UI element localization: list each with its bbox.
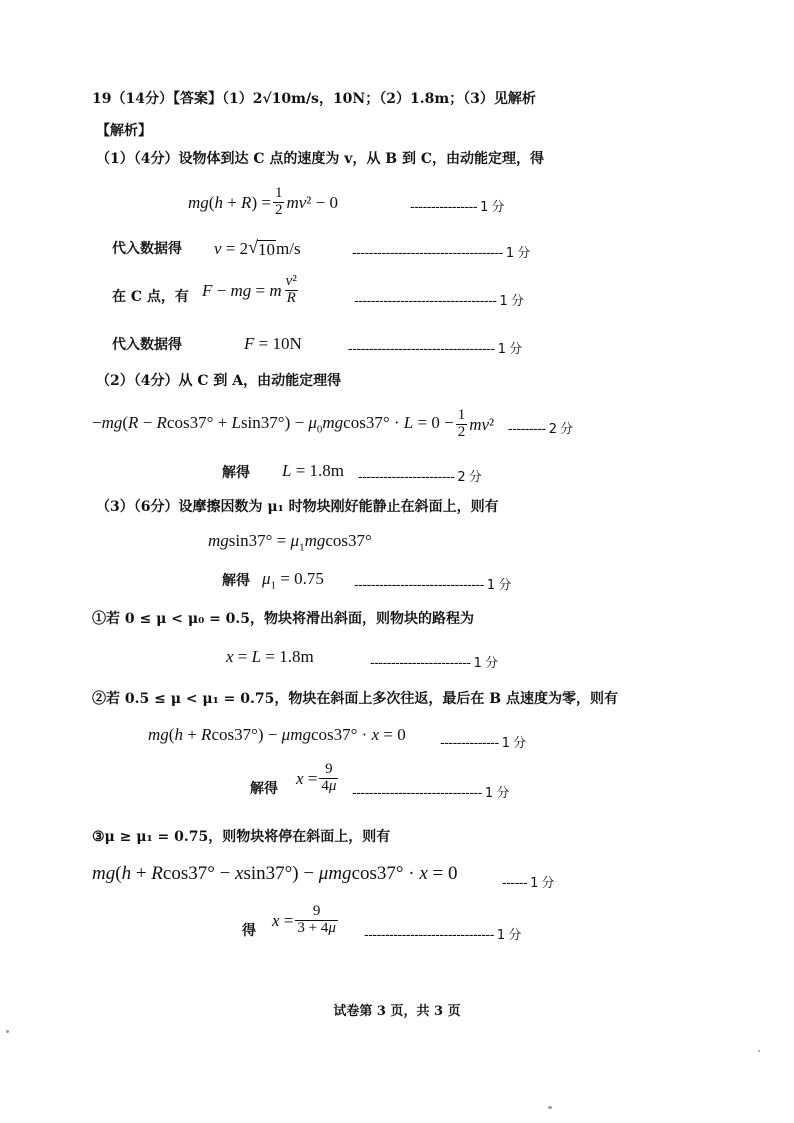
part3-solve-label: 解得 — [222, 573, 250, 589]
part3-case3-equation: mg(h + Rcos37° − xsin37°) − μmgcos37° · x = 0 — [92, 863, 458, 884]
part3-case3-result: x = $\frac{9}{3 + 4\mu}$ — [272, 903, 336, 936]
part3-case1-marks: ------------------------ 1 分 — [370, 656, 498, 671]
part3-case2-solve-label: 解得 — [250, 781, 278, 797]
part3-case1-result: x = L = 1.8m — [226, 647, 314, 666]
part1-sub2-marks: ----------------------------------- 1 分 — [348, 342, 522, 357]
scan-speck — [758, 1050, 760, 1052]
part1-sub2-label: 代入数据得 — [112, 337, 182, 353]
part1-sub1-label: 代入数据得 — [112, 241, 182, 257]
part2-length-result: L = 1.8m — [282, 461, 345, 480]
analysis-label: 【解析】 — [96, 123, 152, 139]
part3-case2: ②若 0.5 ≤ μ < μ₁ = 0.75，物块在斜面上多次往返，最后在 B 点速度为零，则有 — [92, 691, 618, 707]
part2-energy-equation: $-mg(R - Rcos37^\circ + Lsin37^\circ) - \mu_0mgcos37^\circ \cdot L = 0$ − $\frac{1}{2}$ mv² — [92, 407, 495, 440]
part2-solve-marks: ----------------------- 2 分 — [358, 470, 482, 485]
part1-intro: （1）（4分）设物体到达 C 点的速度为 v，从 B 到 C，由动能定理，得 — [96, 151, 544, 167]
part3-case2-result: x = $\frac{9}{4\mu}$ — [296, 761, 337, 794]
part3-case3-solve-label: 得 — [242, 923, 256, 939]
part1-force-result: F = 10N — [244, 334, 302, 353]
part1-eq1-marks: ---------------- 1 分 — [410, 200, 504, 215]
part1-atC-marks: ---------------------------------- 1 分 — [354, 294, 524, 309]
part1-velocity-result: v = 2 √ 10 m/s — [214, 237, 301, 259]
part3-static-equation: $mgsin37^\circ = \mu_1mgcos37^\circ$ — [208, 531, 372, 554]
answer-header-text: 19（14分）【答案】（1）2√10m/s，10N；（2）1.8m；（3）见解析 — [92, 91, 536, 107]
part3-case2-solve-marks: ------------------------------- 1 分 — [352, 786, 509, 801]
part1-sub1-marks: ------------------------------------ 1 分 — [352, 246, 530, 261]
part2-eq-marks: --------- 2 分 — [508, 422, 573, 437]
part3-case3-eq-marks: ------ 1 分 — [502, 876, 555, 891]
scan-speck — [548, 1106, 552, 1109]
page-footer: 试卷第 3 页，共 3 页 — [333, 1004, 461, 1019]
scan-speck — [6, 1030, 9, 1033]
part3-case2-eq-marks: -------------- 1 分 — [440, 736, 526, 751]
answer-header — [92, 92, 536, 106]
part3-case3: ③μ ≥ μ₁ = 0.75，则物块将停在斜面上，则有 — [92, 829, 391, 845]
part3-intro: （3）（6分）设摩擦因数为 μ₁ 时物块刚好能静止在斜面上，则有 — [96, 499, 499, 515]
part2-intro: （2）（4分）从 C 到 A，由动能定理得 — [96, 373, 342, 389]
part2-solve-label: 解得 — [222, 465, 250, 481]
part3-case1: ①若 0 ≤ μ < μ₀ = 0.5，物块将滑出斜面，则物块的路程为 — [92, 611, 475, 627]
part3-mu1-result: $\mu_1 = 0.75$ — [262, 569, 324, 592]
part3-case3-solve-marks: ------------------------------- 1 分 — [364, 928, 521, 943]
part1-energy-equation: mg(h + R) = $\frac{1}{2}$ mv² − 0 — [188, 185, 338, 218]
part1-atC-label: 在 C 点，有 — [112, 289, 189, 305]
part3-case2-equation: mg(h + Rcos37°) − μmgcos37° · x = 0 — [148, 725, 406, 744]
part3-mu1-marks: ------------------------------- 1 分 — [354, 578, 511, 593]
part1-force-equation: F − mg = m $\frac{\text{v²}}{R}$ — [202, 273, 297, 306]
